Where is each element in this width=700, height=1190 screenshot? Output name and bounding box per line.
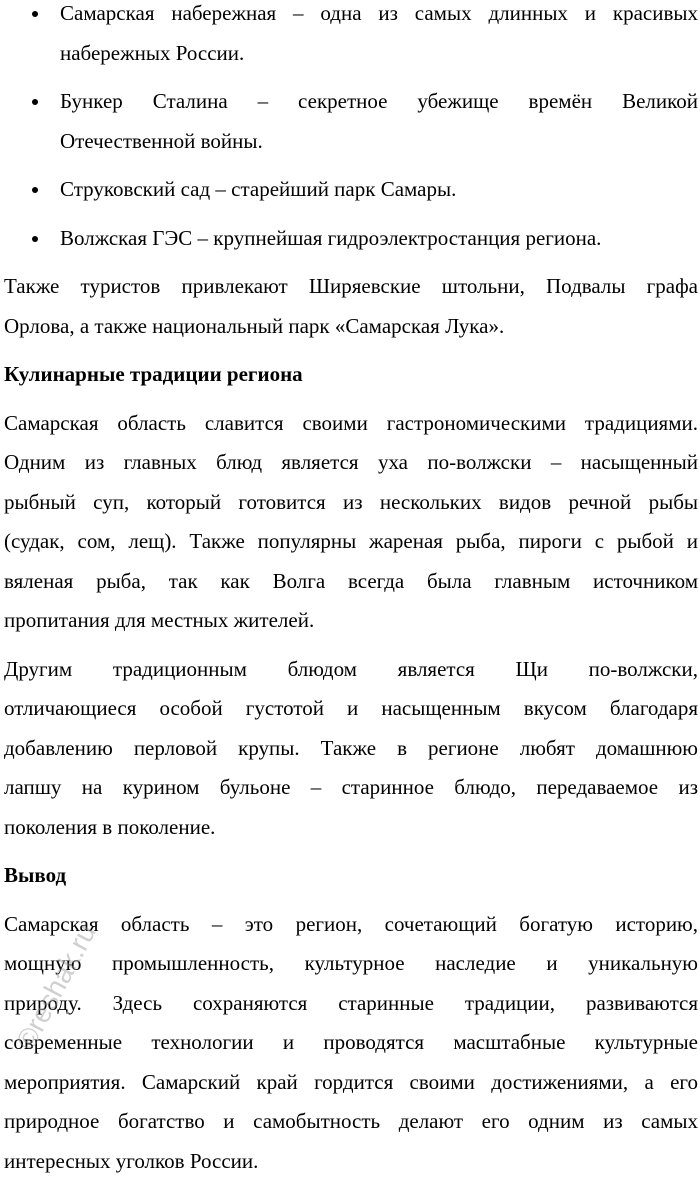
heading-cuisine: Кулинарные традиции региона [4,362,303,386]
bullet-item [4,170,698,210]
text-line: Струковский сад – старейший парк Самары. [60,177,457,201]
text-line: мощную промышленность, культурное наследие и уникальную [4,951,698,975]
text-line: Отечественной войны. [60,128,263,153]
text-line: лапшу на курином бульоне – старинное блюдо, передаваемое из [4,775,698,799]
text-line: Бункер Сталина – секретное убежище времён Великой [60,89,698,113]
document [4,0,698,1190]
text-line: (судак, сом, лещ). Также популярны жареная рыба, пироги с рыбой и [4,529,698,553]
text-line: интересных уголков России. [4,1148,259,1173]
bullet-icon [32,187,38,193]
text-line: вяленая рыба, так как Волга всегда была главным источником [4,568,698,593]
paragraph-attractions [4,267,698,346]
text-line: рыбный суп, который готовится из нескольких видов речной рыбы [4,489,698,514]
text-line: пропитания для местных жителей. [4,608,315,632]
paragraph-cuisine-1 [4,404,698,641]
paragraph-conclusion [4,905,698,1182]
text-line: Одним из главных блюд является уха по-волжски – насыщенный [4,450,698,474]
bullet-icon [32,236,38,242]
heading-conclusion: Вывод [4,863,67,887]
bullet-item [4,0,698,73]
bullet-item [4,219,698,259]
text-line: набережных России. [60,40,245,65]
text-line: поколения в поколение. [4,814,216,839]
bullet-icon [32,99,38,105]
text-line: Орлова, а также национальный парк «Самарская Лука». [4,313,505,338]
text-line: Другим традиционным блюдом является Щи по-волжски, [4,656,698,681]
text-line: Самарская область славится своими гастрономическими традициями. [4,410,698,435]
bullet-icon [32,11,38,17]
text-line: Самарская набережная – одна из самых длинных и красивых [60,1,698,25]
text-line: Самарская область – это регион, сочетающий богатую историю, [4,911,698,936]
text-line: природу. Здесь сохраняются старинные традиции, развиваются [4,990,698,1015]
text-line: природное богатство и самобытность делают его одним из самых [4,1109,698,1133]
text-line: Также туристов привлекают Ширяевские штольни, Подвалы графа [4,274,698,298]
text-line: мероприятия. Самарский край гордится своими достижениями, а его [4,1069,698,1094]
paragraph-cuisine-2 [4,650,698,848]
text-line: добавлению перловой крупы. Также в регионе любят домашнюю [4,735,698,760]
text-line: Волжская ГЭС – крупнейшая гидроэлектростанция региона. [60,225,602,250]
watermark: ©reshak.ru [10,918,102,1055]
bullet-item [4,82,698,161]
text-line: отличающиеся особой густотой и насыщенным вкусом благодаря [4,696,698,720]
text-line: современные технологии и проводятся масштабные культурные [4,1030,698,1054]
